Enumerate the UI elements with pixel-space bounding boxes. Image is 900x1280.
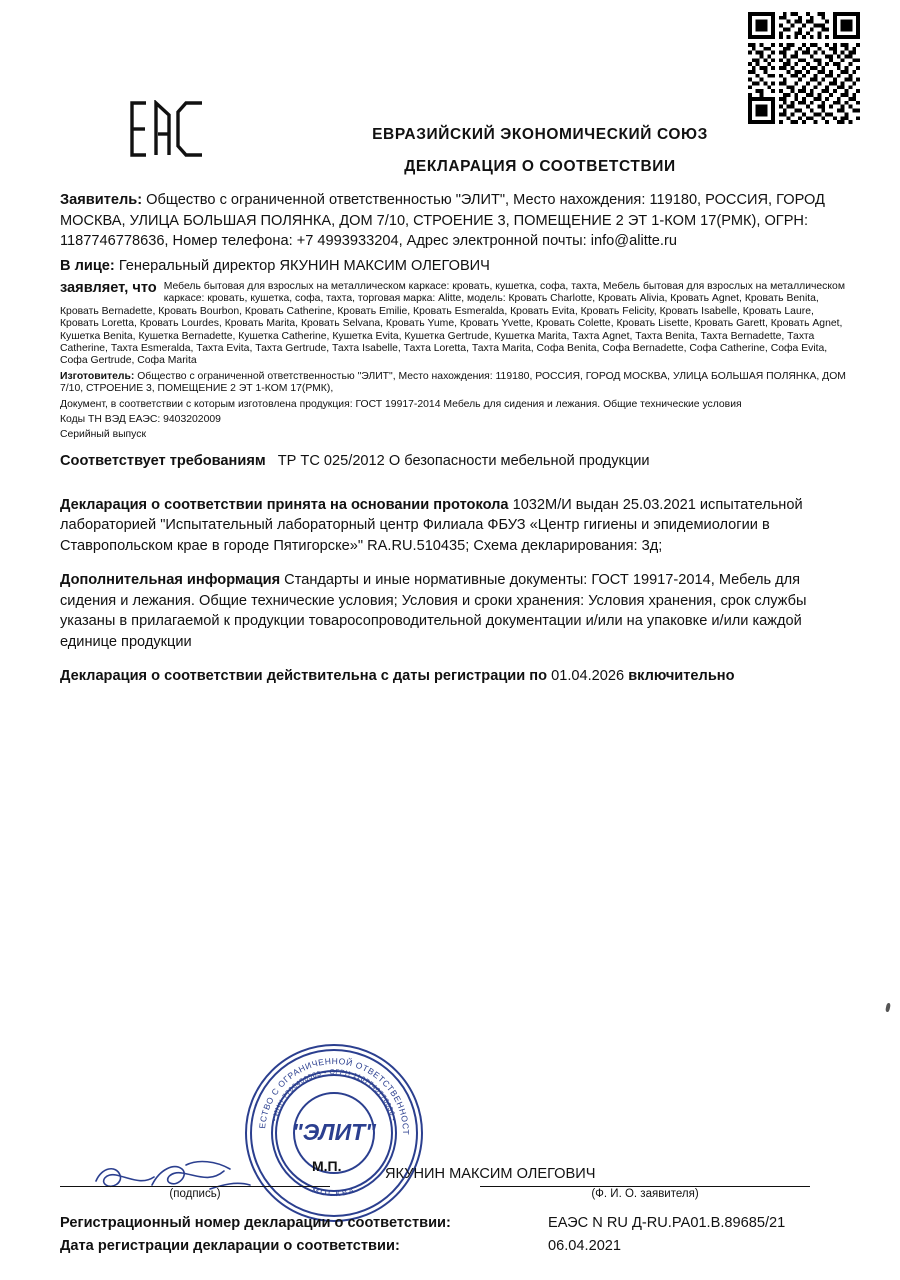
- conformity-label: Соответствует требованиям: [60, 452, 266, 469]
- registration-number-value: ЕАЭС N RU Д-RU.РА01.В.89685/21: [548, 1215, 786, 1231]
- tnved-codes-line: Коды ТН ВЭД ЕАЭС: 9403202009: [60, 414, 221, 426]
- page-title-union: ЕВРАЗИЙСКИЙ ЭКОНОМИЧЕСКИЙ СОЮЗ: [372, 126, 708, 143]
- page-title-declaration: ДЕКЛАРАЦИЯ О СООТВЕТСТВИИ: [404, 158, 676, 175]
- conformity-value: ТР ТС 025/2012 О безопасности мебельной продукции: [277, 452, 650, 469]
- standard-document-line: Документ, в соответствии с которым изготовлена продукция: ГОСТ 19917-2014 Мебель для сидения и лежания. Общие технические условия: [60, 398, 742, 410]
- manufacturer-label: Изготовитель:: [60, 370, 135, 382]
- registration-number-row: [60, 1215, 850, 1231]
- declares-label: заявляет, что: [60, 280, 157, 296]
- validity-block: [60, 666, 850, 687]
- standard-document-block: [60, 399, 850, 411]
- validity-tail: включительно: [628, 668, 735, 685]
- declares-block: [60, 281, 850, 442]
- signature-caption-right: (Ф. И. О. заявителя): [591, 1188, 699, 1200]
- additional-info-label: Дополнительная информация: [60, 572, 281, 589]
- eac-mark-icon: [128, 100, 206, 158]
- manufacturer-value: Общество с ограниченной ответственностью "ЭЛИТ", Место нахождения: 119180, РОССИЯ, ГОРОД МОСКВА, УЛИЦА БОЛЬШАЯ ПОЛЯНКА, ДОМ 7/10, СТРОЕНИЕ 3, ПОМЕЩЕНИЕ 2 ЭТ 1-КОМ 17(РМК),: [60, 370, 846, 395]
- svg-text:• ИНН 7706458583 • ОГРН 118774: • ИНН 7706458583 • ОГРН 1187746778636 •: [271, 1068, 397, 1123]
- signature-caption-left: (подпись): [169, 1188, 221, 1200]
- qr-code: [748, 12, 860, 124]
- additional-info-block: [60, 570, 850, 652]
- svg-text:"ЭЛИТ": "ЭЛИТ": [291, 1119, 377, 1145]
- registration-date-label: Дата регистрации декларации о соответствии:: [60, 1238, 400, 1254]
- protocol-block: [60, 495, 850, 557]
- manufacturer-line: [60, 371, 850, 396]
- protocol-label: Декларация о соответствии принята на основании протокола: [60, 496, 509, 513]
- registration-date-row: [60, 1238, 850, 1254]
- declares-product-text: [60, 281, 850, 368]
- signature-line-right: [480, 1186, 810, 1187]
- series-line: Серийный выпуск: [60, 429, 147, 441]
- registration-number-label: Регистрационный номер декларации о соответствии:: [60, 1215, 451, 1231]
- validity-date: 01.04.2026: [551, 668, 625, 685]
- signature-line-left: [60, 1186, 330, 1187]
- represented-by-label: В лице:: [60, 257, 115, 274]
- protocol-value: 1032М/И выдан 25.03.2021 испытательной лабораторией "Испытательный лабораторный центр Филиала ФБУЗ «Центр гигиены и эпидемиологии в Ставропольском крае в городе Пятигорске»" RA.RU.510435; Схема декларирования: 3д;: [60, 496, 803, 554]
- series-block: [60, 429, 850, 441]
- document-header: [230, 126, 850, 176]
- signer-name: ЯКУНИН МАКСИМ ОЛЕГОВИЧ: [385, 1166, 596, 1182]
- represented-by-value: Генеральный директор ЯКУНИН МАКСИМ ОЛЕГОВИЧ: [118, 257, 490, 274]
- tnved-codes-block: [60, 414, 850, 426]
- manufacturer-block: [60, 371, 850, 396]
- applicant-value: Общество с ограниченной ответственностью "ЭЛИТ", Место нахождения: 119180, РОССИЯ, ГОРОД МОСКВА, УЛИЦА БОЛЬШАЯ ПОЛЯНКА, ДОМ 7/10, СТРОЕНИЕ 3, ПОМЕЩЕНИЕ 2 ЭТ 1-КОМ 17(РМК), ОГРН: 1187746778636, Номер телефона: +7 4993933204, Адрес электронной почты: info@alitte.ru: [60, 192, 825, 249]
- applicant-label: Заявитель:: [60, 192, 143, 208]
- svg-text:ОБЩЕСТВО С ОГРАНИЧЕННОЙ ОТВЕТС: ЕСТВО С ОГРАНИЧЕННОЙ ОТВЕТСТВЕННОСТ: [257, 1055, 412, 1136]
- conformity-block: [60, 453, 850, 469]
- product-description: Мебель бытовая для взрослых на металлическом каркасе: кровать, кушетка, софа, тахта, Мебель бытовая для взрослых на металлическом каркасе: кровать, кушетка, софа, тахта, торговая марка: Alitte, модель: Кровать Charlotte, Кровать Alivia, Кровать Agnet, Кровать Benita, Кровать Bernadette, Кровать Bourbon, Кровать Catherine, Кровать Emilie, Кровать Esmeralda, Кровать Evita, Кровать Felicity, Кровать Isabelle, Кровать Laure, Кровать Loretta, Кровать Lourdes, Кровать Marita, Кровать Selvana, Кровать Yume, Кровать Yvette, Кровать Colette, Кровать Lisette, Кровать Garett, Кровать Agnet, Кушетка Benita, Кушетка Bernadette, Кушетка Catherine, Кушетка Evita, Кушетка Gertrude, Кушетка Marita, Тахта Agnet, Тахта Benita, Тахта Bernadette, Тахта Catherine, Тахта Esmeralda, Тахта Evita, Тахта Gertrude, Тахта Isabelle, Тахта Loretta, Тахта Marita, Софа Benita, Софа Bernadette, Софа Catherine, Софа Evita, Софа Gertrude, Софа Marita: [60, 281, 845, 367]
- additional-info-value: Стандарты и иные нормативные документы: ГОСТ 19917-2014, Мебель для сидения и лежания. Общие технические условия; Условия и сроки хранения: Условия хранения, срок службы указаны в прилагаемой к продукции товаросопроводительной документации и/или на упаковке и/или каждой единице продукции: [60, 572, 807, 650]
- svg-text:МОСКВА: МОСКВА: [311, 1185, 357, 1199]
- registration-date-value: 06.04.2021: [548, 1238, 622, 1254]
- validity-label: Декларация о соответствии действительна с даты регистрации по: [60, 668, 548, 685]
- applicant-paragraph: [60, 190, 850, 252]
- stamp-place-label: М.П.: [312, 1158, 342, 1174]
- document-body: [60, 190, 850, 687]
- represented-by-paragraph: [60, 256, 850, 277]
- page-artifact: [885, 1003, 891, 1013]
